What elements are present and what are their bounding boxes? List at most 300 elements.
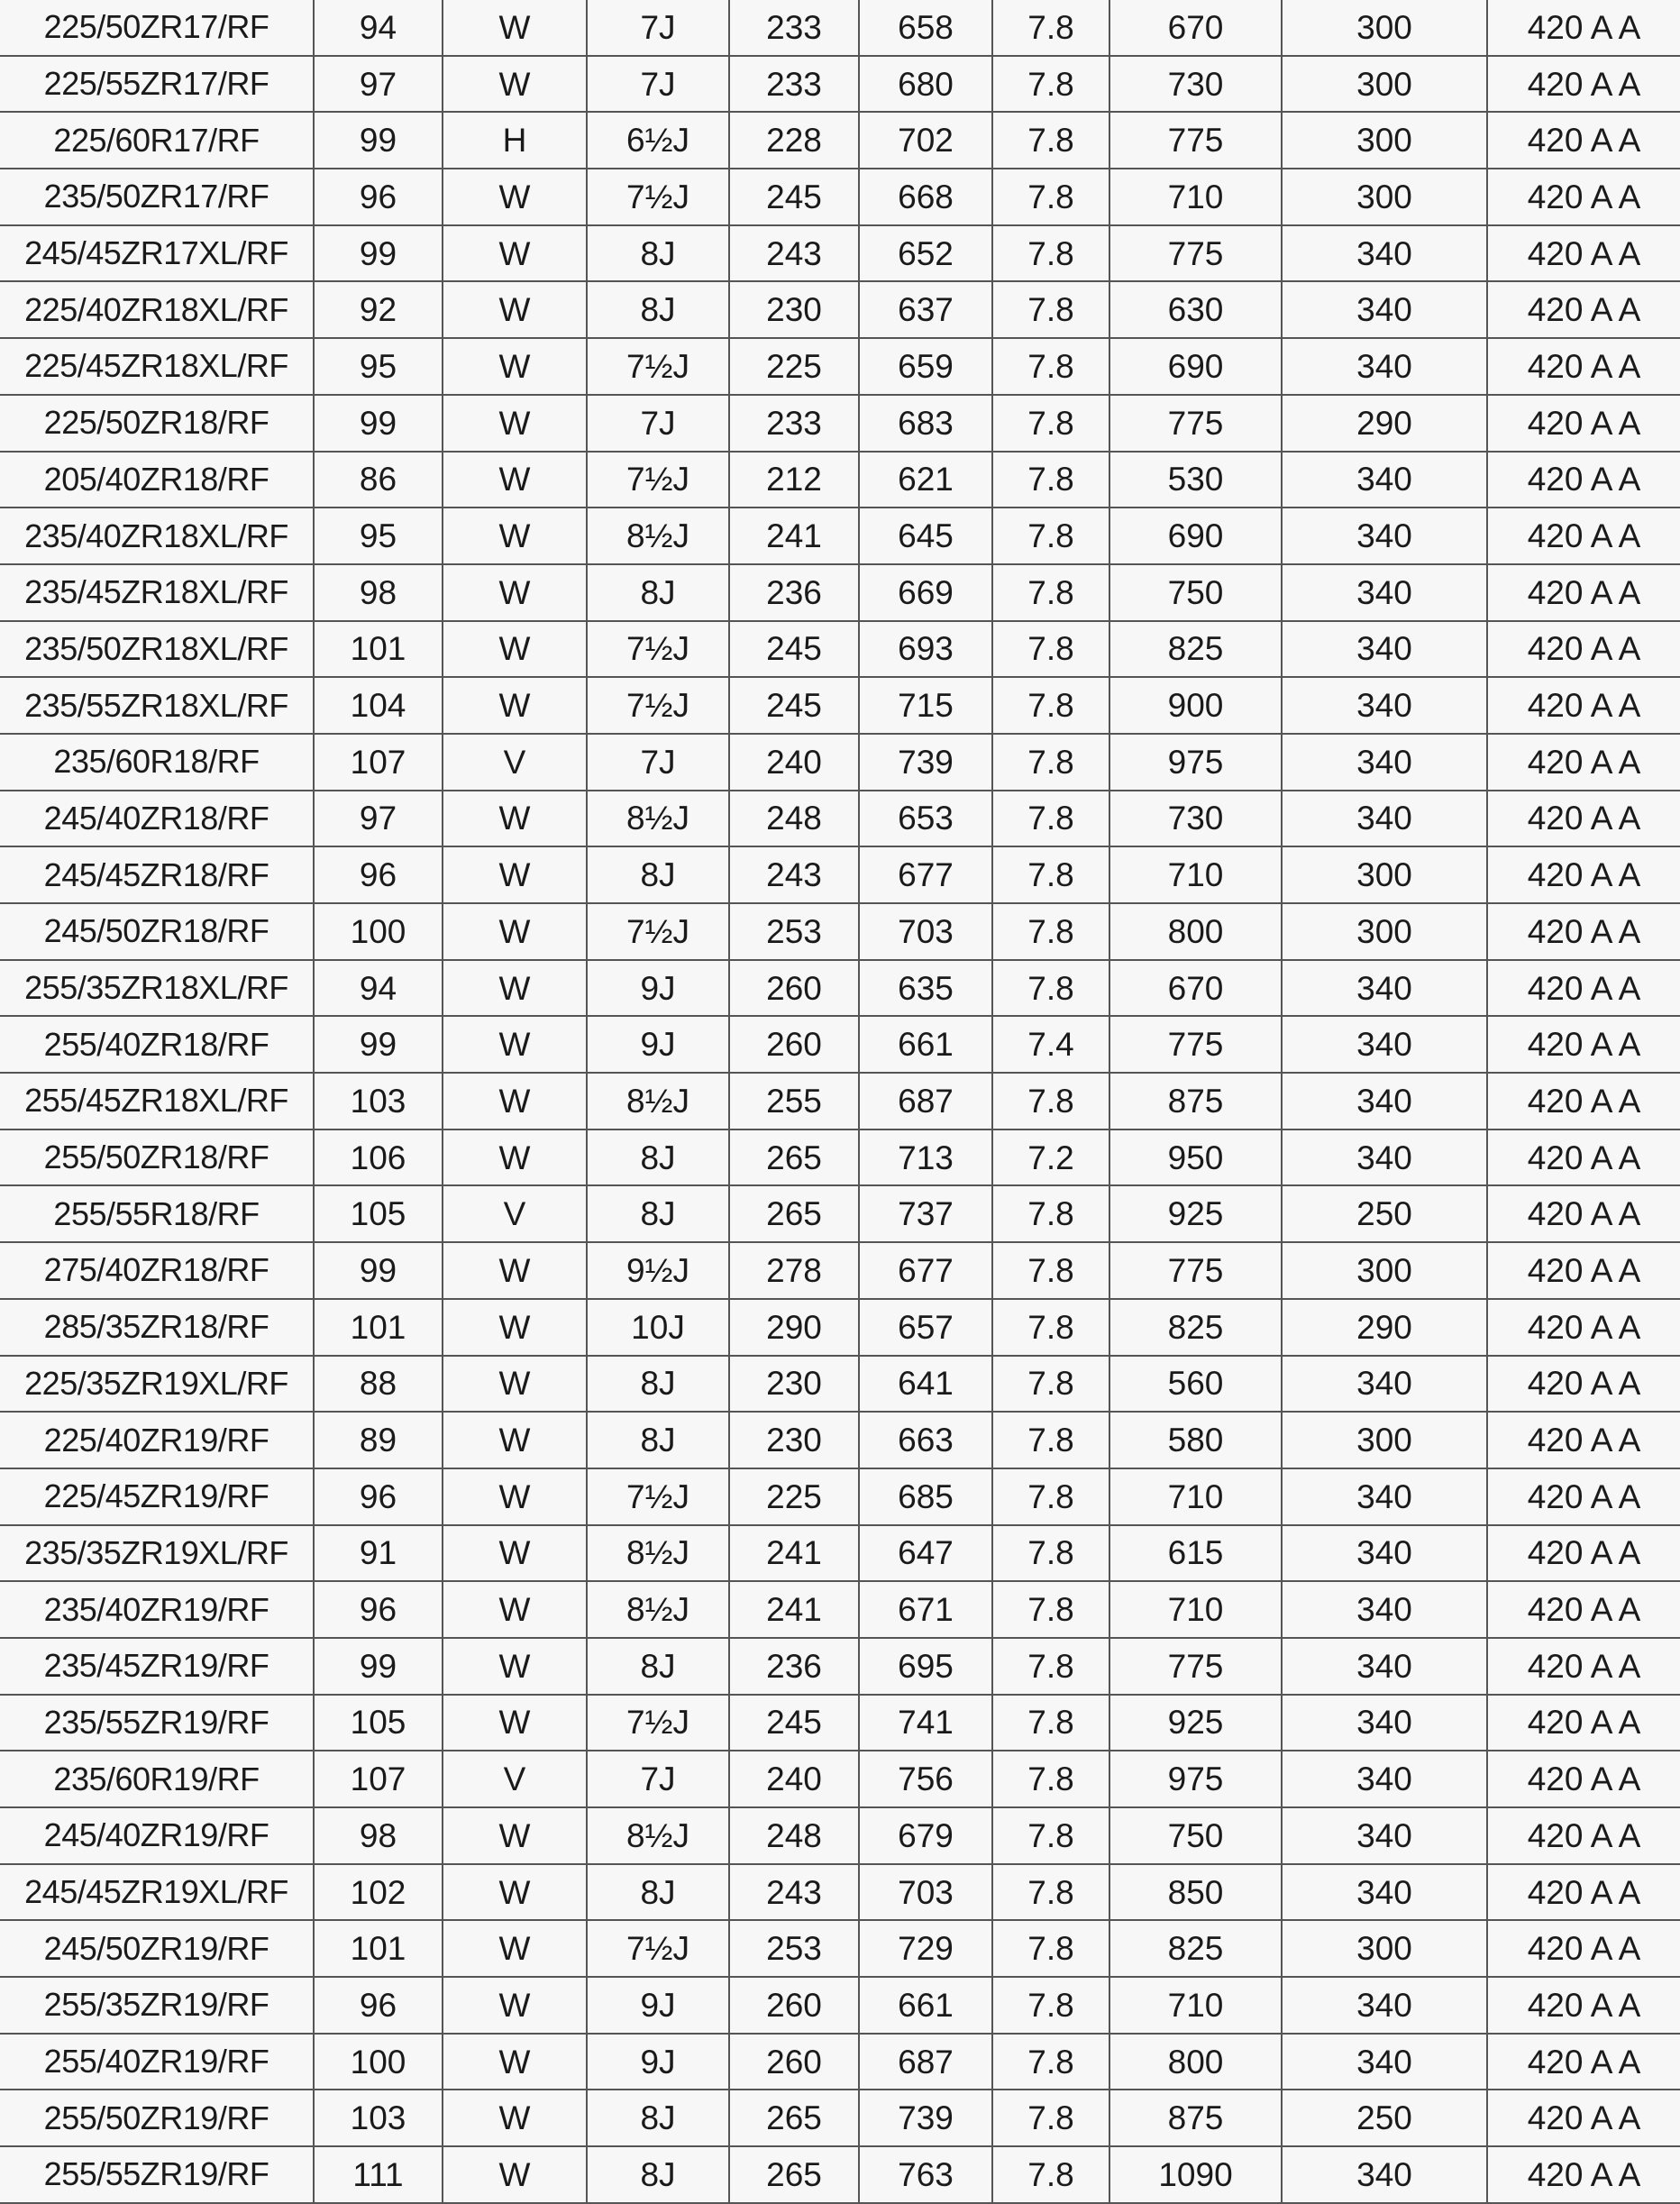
table-row bbox=[0, 1242, 1680, 1299]
tread-depth-cell: 7.8 bbox=[992, 903, 1109, 960]
utqg-cell: 420 A A bbox=[1487, 56, 1680, 113]
max-pressure-cell: 340 bbox=[1282, 1864, 1487, 1921]
utqg-cell: 420 A A bbox=[1487, 1468, 1680, 1525]
tread-depth-cell: 7.4 bbox=[992, 1016, 1109, 1073]
max-load-cell: 775 bbox=[1109, 395, 1282, 452]
table-row bbox=[0, 169, 1680, 225]
load-index-cell: 94 bbox=[314, 960, 443, 1017]
tire-size-cell: 245/40ZR18/RF bbox=[0, 791, 314, 847]
rim-width-cell: 8J bbox=[587, 1129, 729, 1186]
table-row bbox=[0, 2146, 1680, 2203]
tire-size-cell: 235/60R18/RF bbox=[0, 734, 314, 791]
rim-width-cell: 7½J bbox=[587, 338, 729, 395]
table-row bbox=[0, 1016, 1680, 1073]
overall-diameter-cell: 641 bbox=[859, 1356, 992, 1413]
speed-symbol-cell: W bbox=[443, 1299, 587, 1356]
utqg-cell: 420 A A bbox=[1487, 903, 1680, 960]
max-pressure-cell: 300 bbox=[1282, 1412, 1487, 1468]
utqg-cell: 420 A A bbox=[1487, 1016, 1680, 1073]
section-width-cell: 241 bbox=[729, 1525, 859, 1582]
table-row bbox=[0, 846, 1680, 903]
max-pressure-cell: 250 bbox=[1282, 1185, 1487, 1242]
max-load-cell: 975 bbox=[1109, 734, 1282, 791]
tread-depth-cell: 7.8 bbox=[992, 621, 1109, 678]
table-row bbox=[0, 1525, 1680, 1582]
overall-diameter-cell: 647 bbox=[859, 1525, 992, 1582]
tread-depth-cell: 7.8 bbox=[992, 1412, 1109, 1468]
max-pressure-cell: 340 bbox=[1282, 225, 1487, 282]
speed-symbol-cell: W bbox=[443, 338, 587, 395]
rim-width-cell: 7J bbox=[587, 395, 729, 452]
max-load-cell: 710 bbox=[1109, 846, 1282, 903]
section-width-cell: 236 bbox=[729, 1638, 859, 1695]
table-row bbox=[0, 960, 1680, 1017]
max-pressure-cell: 290 bbox=[1282, 395, 1487, 452]
max-load-cell: 975 bbox=[1109, 1751, 1282, 1807]
max-load-cell: 710 bbox=[1109, 1581, 1282, 1638]
table-row bbox=[0, 1807, 1680, 1864]
table-row bbox=[0, 1977, 1680, 2034]
utqg-cell: 420 A A bbox=[1487, 677, 1680, 734]
overall-diameter-cell: 653 bbox=[859, 791, 992, 847]
load-index-cell: 98 bbox=[314, 1807, 443, 1864]
max-load-cell: 690 bbox=[1109, 508, 1282, 564]
rim-width-cell: 9J bbox=[587, 2034, 729, 2090]
overall-diameter-cell: 756 bbox=[859, 1751, 992, 1807]
table-row bbox=[0, 1581, 1680, 1638]
max-load-cell: 775 bbox=[1109, 112, 1282, 169]
load-index-cell: 99 bbox=[314, 395, 443, 452]
speed-symbol-cell: W bbox=[443, 1864, 587, 1921]
utqg-cell: 420 A A bbox=[1487, 2090, 1680, 2146]
max-pressure-cell: 340 bbox=[1282, 1638, 1487, 1695]
table-row bbox=[0, 1638, 1680, 1695]
load-index-cell: 105 bbox=[314, 1185, 443, 1242]
load-index-cell: 96 bbox=[314, 1468, 443, 1525]
utqg-cell: 420 A A bbox=[1487, 1299, 1680, 1356]
table-row bbox=[0, 903, 1680, 960]
speed-symbol-cell: W bbox=[443, 960, 587, 1017]
speed-symbol-cell: V bbox=[443, 734, 587, 791]
overall-diameter-cell: 683 bbox=[859, 395, 992, 452]
rim-width-cell: 8J bbox=[587, 281, 729, 338]
tire-size-cell: 245/45ZR18/RF bbox=[0, 846, 314, 903]
speed-symbol-cell: W bbox=[443, 1638, 587, 1695]
load-index-cell: 101 bbox=[314, 621, 443, 678]
max-load-cell: 750 bbox=[1109, 564, 1282, 621]
section-width-cell: 245 bbox=[729, 677, 859, 734]
overall-diameter-cell: 659 bbox=[859, 338, 992, 395]
utqg-cell: 420 A A bbox=[1487, 621, 1680, 678]
load-index-cell: 99 bbox=[314, 1016, 443, 1073]
max-pressure-cell: 300 bbox=[1282, 903, 1487, 960]
max-load-cell: 850 bbox=[1109, 1864, 1282, 1921]
tread-depth-cell: 7.8 bbox=[992, 1864, 1109, 1921]
speed-symbol-cell: W bbox=[443, 1468, 587, 1525]
rim-width-cell: 8J bbox=[587, 1864, 729, 1921]
tire-size-cell: 235/40ZR19/RF bbox=[0, 1581, 314, 1638]
speed-symbol-cell: W bbox=[443, 1242, 587, 1299]
rim-width-cell: 9J bbox=[587, 1016, 729, 1073]
speed-symbol-cell: W bbox=[443, 281, 587, 338]
overall-diameter-cell: 687 bbox=[859, 2034, 992, 2090]
overall-diameter-cell: 671 bbox=[859, 1581, 992, 1638]
max-pressure-cell: 340 bbox=[1282, 621, 1487, 678]
speed-symbol-cell: W bbox=[443, 2146, 587, 2203]
overall-diameter-cell: 695 bbox=[859, 1638, 992, 1695]
utqg-cell: 420 A A bbox=[1487, 281, 1680, 338]
utqg-cell: 420 A A bbox=[1487, 960, 1680, 1017]
speed-symbol-cell: W bbox=[443, 677, 587, 734]
speed-symbol-cell: W bbox=[443, 0, 587, 56]
tire-size-cell: 225/60R17/RF bbox=[0, 112, 314, 169]
speed-symbol-cell: W bbox=[443, 169, 587, 225]
rim-width-cell: 7½J bbox=[587, 677, 729, 734]
tread-depth-cell: 7.8 bbox=[992, 846, 1109, 903]
speed-symbol-cell: W bbox=[443, 1525, 587, 1582]
section-width-cell: 230 bbox=[729, 1356, 859, 1413]
tire-size-cell: 225/45ZR19/RF bbox=[0, 1468, 314, 1525]
tread-depth-cell: 7.8 bbox=[992, 1751, 1109, 1807]
max-load-cell: 710 bbox=[1109, 169, 1282, 225]
table-row bbox=[0, 1129, 1680, 1186]
utqg-cell: 420 A A bbox=[1487, 452, 1680, 508]
load-index-cell: 99 bbox=[314, 112, 443, 169]
tread-depth-cell: 7.8 bbox=[992, 1356, 1109, 1413]
tire-size-cell: 245/50ZR18/RF bbox=[0, 903, 314, 960]
speed-symbol-cell: W bbox=[443, 564, 587, 621]
load-index-cell: 86 bbox=[314, 452, 443, 508]
tread-depth-cell: 7.8 bbox=[992, 1920, 1109, 1977]
tire-size-cell: 255/40ZR19/RF bbox=[0, 2034, 314, 2090]
max-pressure-cell: 290 bbox=[1282, 1299, 1487, 1356]
tread-depth-cell: 7.2 bbox=[992, 1129, 1109, 1186]
speed-symbol-cell: W bbox=[443, 395, 587, 452]
rim-width-cell: 7½J bbox=[587, 903, 729, 960]
speed-symbol-cell: W bbox=[443, 1807, 587, 1864]
load-index-cell: 111 bbox=[314, 2146, 443, 2203]
max-pressure-cell: 340 bbox=[1282, 734, 1487, 791]
utqg-cell: 420 A A bbox=[1487, 1356, 1680, 1413]
tread-depth-cell: 7.8 bbox=[992, 1581, 1109, 1638]
section-width-cell: 255 bbox=[729, 1073, 859, 1129]
tire-size-cell: 245/40ZR19/RF bbox=[0, 1807, 314, 1864]
tire-size-cell: 235/35ZR19XL/RF bbox=[0, 1525, 314, 1582]
section-width-cell: 260 bbox=[729, 1016, 859, 1073]
utqg-cell: 420 A A bbox=[1487, 112, 1680, 169]
rim-width-cell: 8J bbox=[587, 1412, 729, 1468]
tread-depth-cell: 7.8 bbox=[992, 1185, 1109, 1242]
max-load-cell: 825 bbox=[1109, 1299, 1282, 1356]
max-pressure-cell: 340 bbox=[1282, 1751, 1487, 1807]
rim-width-cell: 7J bbox=[587, 734, 729, 791]
tread-depth-cell: 7.8 bbox=[992, 1807, 1109, 1864]
section-width-cell: 243 bbox=[729, 225, 859, 282]
overall-diameter-cell: 661 bbox=[859, 1977, 992, 2034]
load-index-cell: 99 bbox=[314, 225, 443, 282]
max-pressure-cell: 300 bbox=[1282, 1242, 1487, 1299]
speed-symbol-cell: W bbox=[443, 56, 587, 113]
max-load-cell: 670 bbox=[1109, 960, 1282, 1017]
section-width-cell: 212 bbox=[729, 452, 859, 508]
section-width-cell: 240 bbox=[729, 1751, 859, 1807]
tire-size-cell: 245/45ZR19XL/RF bbox=[0, 1864, 314, 1921]
max-load-cell: 710 bbox=[1109, 1977, 1282, 2034]
overall-diameter-cell: 658 bbox=[859, 0, 992, 56]
table-row bbox=[0, 508, 1680, 564]
load-index-cell: 99 bbox=[314, 1242, 443, 1299]
load-index-cell: 100 bbox=[314, 2034, 443, 2090]
table-row bbox=[0, 0, 1680, 56]
utqg-cell: 420 A A bbox=[1487, 2034, 1680, 2090]
overall-diameter-cell: 621 bbox=[859, 452, 992, 508]
utqg-cell: 420 A A bbox=[1487, 734, 1680, 791]
tread-depth-cell: 7.8 bbox=[992, 2090, 1109, 2146]
max-load-cell: 775 bbox=[1109, 225, 1282, 282]
tread-depth-cell: 7.8 bbox=[992, 508, 1109, 564]
tire-size-cell: 255/55ZR19/RF bbox=[0, 2146, 314, 2203]
tire-size-cell: 255/50ZR19/RF bbox=[0, 2090, 314, 2146]
rim-width-cell: 7J bbox=[587, 56, 729, 113]
section-width-cell: 248 bbox=[729, 791, 859, 847]
rim-width-cell: 8½J bbox=[587, 1807, 729, 1864]
tire-size-cell: 225/35ZR19XL/RF bbox=[0, 1356, 314, 1413]
overall-diameter-cell: 680 bbox=[859, 56, 992, 113]
tire-size-cell: 245/50ZR19/RF bbox=[0, 1920, 314, 1977]
table-row bbox=[0, 564, 1680, 621]
max-load-cell: 825 bbox=[1109, 621, 1282, 678]
tire-size-cell: 225/50ZR17/RF bbox=[0, 0, 314, 56]
tread-depth-cell: 7.8 bbox=[992, 452, 1109, 508]
utqg-cell: 420 A A bbox=[1487, 338, 1680, 395]
speed-symbol-cell: W bbox=[443, 1920, 587, 1977]
table-row bbox=[0, 734, 1680, 791]
rim-width-cell: 7½J bbox=[587, 1468, 729, 1525]
rim-width-cell: 7J bbox=[587, 0, 729, 56]
section-width-cell: 290 bbox=[729, 1299, 859, 1356]
tire-size-cell: 235/45ZR19/RF bbox=[0, 1638, 314, 1695]
rim-width-cell: 8½J bbox=[587, 791, 729, 847]
utqg-cell: 420 A A bbox=[1487, 1695, 1680, 1751]
section-width-cell: 265 bbox=[729, 2146, 859, 2203]
tire-size-cell: 235/50ZR18XL/RF bbox=[0, 621, 314, 678]
load-index-cell: 101 bbox=[314, 1920, 443, 1977]
overall-diameter-cell: 702 bbox=[859, 112, 992, 169]
table-row bbox=[0, 2034, 1680, 2090]
max-pressure-cell: 340 bbox=[1282, 791, 1487, 847]
overall-diameter-cell: 637 bbox=[859, 281, 992, 338]
max-load-cell: 775 bbox=[1109, 1242, 1282, 1299]
tire-size-cell: 235/50ZR17/RF bbox=[0, 169, 314, 225]
overall-diameter-cell: 713 bbox=[859, 1129, 992, 1186]
utqg-cell: 420 A A bbox=[1487, 0, 1680, 56]
utqg-cell: 420 A A bbox=[1487, 1977, 1680, 2034]
tread-depth-cell: 7.8 bbox=[992, 1299, 1109, 1356]
max-pressure-cell: 340 bbox=[1282, 1525, 1487, 1582]
load-index-cell: 95 bbox=[314, 508, 443, 564]
tread-depth-cell: 7.8 bbox=[992, 1977, 1109, 2034]
speed-symbol-cell: V bbox=[443, 1751, 587, 1807]
section-width-cell: 236 bbox=[729, 564, 859, 621]
rim-width-cell: 8J bbox=[587, 1185, 729, 1242]
section-width-cell: 243 bbox=[729, 1864, 859, 1921]
load-index-cell: 104 bbox=[314, 677, 443, 734]
load-index-cell: 101 bbox=[314, 1299, 443, 1356]
rim-width-cell: 7½J bbox=[587, 169, 729, 225]
load-index-cell: 97 bbox=[314, 791, 443, 847]
tread-depth-cell: 7.8 bbox=[992, 1073, 1109, 1129]
tire-size-cell: 235/55ZR19/RF bbox=[0, 1695, 314, 1751]
max-pressure-cell: 340 bbox=[1282, 1695, 1487, 1751]
overall-diameter-cell: 652 bbox=[859, 225, 992, 282]
speed-symbol-cell: H bbox=[443, 112, 587, 169]
max-load-cell: 580 bbox=[1109, 1412, 1282, 1468]
table-row bbox=[0, 621, 1680, 678]
section-width-cell: 233 bbox=[729, 56, 859, 113]
utqg-cell: 420 A A bbox=[1487, 791, 1680, 847]
rim-width-cell: 8½J bbox=[587, 1073, 729, 1129]
section-width-cell: 241 bbox=[729, 508, 859, 564]
max-load-cell: 560 bbox=[1109, 1356, 1282, 1413]
max-pressure-cell: 340 bbox=[1282, 677, 1487, 734]
overall-diameter-cell: 737 bbox=[859, 1185, 992, 1242]
overall-diameter-cell: 687 bbox=[859, 1073, 992, 1129]
utqg-cell: 420 A A bbox=[1487, 1412, 1680, 1468]
utqg-cell: 420 A A bbox=[1487, 1920, 1680, 1977]
section-width-cell: 241 bbox=[729, 1581, 859, 1638]
tire-size-cell: 225/55ZR17/RF bbox=[0, 56, 314, 113]
max-pressure-cell: 300 bbox=[1282, 846, 1487, 903]
section-width-cell: 260 bbox=[729, 1977, 859, 2034]
section-width-cell: 260 bbox=[729, 960, 859, 1017]
speed-symbol-cell: W bbox=[443, 621, 587, 678]
overall-diameter-cell: 693 bbox=[859, 621, 992, 678]
overall-diameter-cell: 677 bbox=[859, 846, 992, 903]
overall-diameter-cell: 677 bbox=[859, 1242, 992, 1299]
max-load-cell: 670 bbox=[1109, 0, 1282, 56]
speed-symbol-cell: W bbox=[443, 225, 587, 282]
speed-symbol-cell: W bbox=[443, 1412, 587, 1468]
utqg-cell: 420 A A bbox=[1487, 225, 1680, 282]
max-pressure-cell: 340 bbox=[1282, 2146, 1487, 2203]
max-pressure-cell: 340 bbox=[1282, 338, 1487, 395]
overall-diameter-cell: 668 bbox=[859, 169, 992, 225]
tire-size-cell: 235/45ZR18XL/RF bbox=[0, 564, 314, 621]
section-width-cell: 230 bbox=[729, 281, 859, 338]
table-row bbox=[0, 225, 1680, 282]
utqg-cell: 420 A A bbox=[1487, 1807, 1680, 1864]
load-index-cell: 103 bbox=[314, 2090, 443, 2146]
utqg-cell: 420 A A bbox=[1487, 395, 1680, 452]
max-pressure-cell: 300 bbox=[1282, 0, 1487, 56]
max-pressure-cell: 300 bbox=[1282, 169, 1487, 225]
speed-symbol-cell: W bbox=[443, 903, 587, 960]
tread-depth-cell: 7.8 bbox=[992, 112, 1109, 169]
overall-diameter-cell: 763 bbox=[859, 2146, 992, 2203]
utqg-cell: 420 A A bbox=[1487, 846, 1680, 903]
utqg-cell: 420 A A bbox=[1487, 1751, 1680, 1807]
speed-symbol-cell: W bbox=[443, 2090, 587, 2146]
max-load-cell: 925 bbox=[1109, 1185, 1282, 1242]
section-width-cell: 260 bbox=[729, 2034, 859, 2090]
load-index-cell: 88 bbox=[314, 1356, 443, 1413]
section-width-cell: 245 bbox=[729, 169, 859, 225]
table-row bbox=[0, 1751, 1680, 1807]
rim-width-cell: 8J bbox=[587, 1356, 729, 1413]
tire-size-cell: 205/40ZR18/RF bbox=[0, 452, 314, 508]
tread-depth-cell: 7.8 bbox=[992, 960, 1109, 1017]
tread-depth-cell: 7.8 bbox=[992, 225, 1109, 282]
rim-width-cell: 9½J bbox=[587, 1242, 729, 1299]
max-load-cell: 690 bbox=[1109, 338, 1282, 395]
max-load-cell: 800 bbox=[1109, 2034, 1282, 2090]
load-index-cell: 92 bbox=[314, 281, 443, 338]
section-width-cell: 228 bbox=[729, 112, 859, 169]
rim-width-cell: 8J bbox=[587, 564, 729, 621]
rim-width-cell: 8½J bbox=[587, 1525, 729, 1582]
max-pressure-cell: 340 bbox=[1282, 281, 1487, 338]
rim-width-cell: 8J bbox=[587, 1638, 729, 1695]
tire-size-cell: 255/35ZR19/RF bbox=[0, 1977, 314, 2034]
max-pressure-cell: 300 bbox=[1282, 112, 1487, 169]
table-row bbox=[0, 1920, 1680, 1977]
tire-size-cell: 245/45ZR17XL/RF bbox=[0, 225, 314, 282]
max-pressure-cell: 340 bbox=[1282, 452, 1487, 508]
rim-width-cell: 7½J bbox=[587, 452, 729, 508]
max-load-cell: 775 bbox=[1109, 1638, 1282, 1695]
utqg-cell: 420 A A bbox=[1487, 508, 1680, 564]
tire-size-cell: 255/50ZR18/RF bbox=[0, 1129, 314, 1186]
overall-diameter-cell: 739 bbox=[859, 2090, 992, 2146]
tread-depth-cell: 7.8 bbox=[992, 1525, 1109, 1582]
load-index-cell: 107 bbox=[314, 1751, 443, 1807]
speed-symbol-cell: W bbox=[443, 1581, 587, 1638]
speed-symbol-cell: W bbox=[443, 508, 587, 564]
max-load-cell: 1090 bbox=[1109, 2146, 1282, 2203]
tread-depth-cell: 7.8 bbox=[992, 395, 1109, 452]
table-row bbox=[0, 1468, 1680, 1525]
load-index-cell: 95 bbox=[314, 338, 443, 395]
load-index-cell: 96 bbox=[314, 1977, 443, 2034]
max-pressure-cell: 340 bbox=[1282, 564, 1487, 621]
max-pressure-cell: 340 bbox=[1282, 960, 1487, 1017]
max-pressure-cell: 340 bbox=[1282, 2034, 1487, 2090]
overall-diameter-cell: 715 bbox=[859, 677, 992, 734]
max-load-cell: 925 bbox=[1109, 1695, 1282, 1751]
rim-width-cell: 8J bbox=[587, 2146, 729, 2203]
section-width-cell: 225 bbox=[729, 338, 859, 395]
tread-depth-cell: 7.8 bbox=[992, 1638, 1109, 1695]
load-index-cell: 91 bbox=[314, 1525, 443, 1582]
tire-size-cell: 285/35ZR18/RF bbox=[0, 1299, 314, 1356]
max-pressure-cell: 340 bbox=[1282, 1356, 1487, 1413]
tread-depth-cell: 7.8 bbox=[992, 734, 1109, 791]
overall-diameter-cell: 645 bbox=[859, 508, 992, 564]
utqg-cell: 420 A A bbox=[1487, 1242, 1680, 1299]
tread-depth-cell: 7.8 bbox=[992, 169, 1109, 225]
max-load-cell: 825 bbox=[1109, 1920, 1282, 1977]
section-width-cell: 240 bbox=[729, 734, 859, 791]
overall-diameter-cell: 669 bbox=[859, 564, 992, 621]
speed-symbol-cell: W bbox=[443, 846, 587, 903]
load-index-cell: 96 bbox=[314, 1581, 443, 1638]
table-row bbox=[0, 791, 1680, 847]
tread-depth-cell: 7.8 bbox=[992, 338, 1109, 395]
max-pressure-cell: 300 bbox=[1282, 56, 1487, 113]
max-pressure-cell: 340 bbox=[1282, 1468, 1487, 1525]
tire-size-cell: 255/55R18/RF bbox=[0, 1185, 314, 1242]
table-row bbox=[0, 1299, 1680, 1356]
